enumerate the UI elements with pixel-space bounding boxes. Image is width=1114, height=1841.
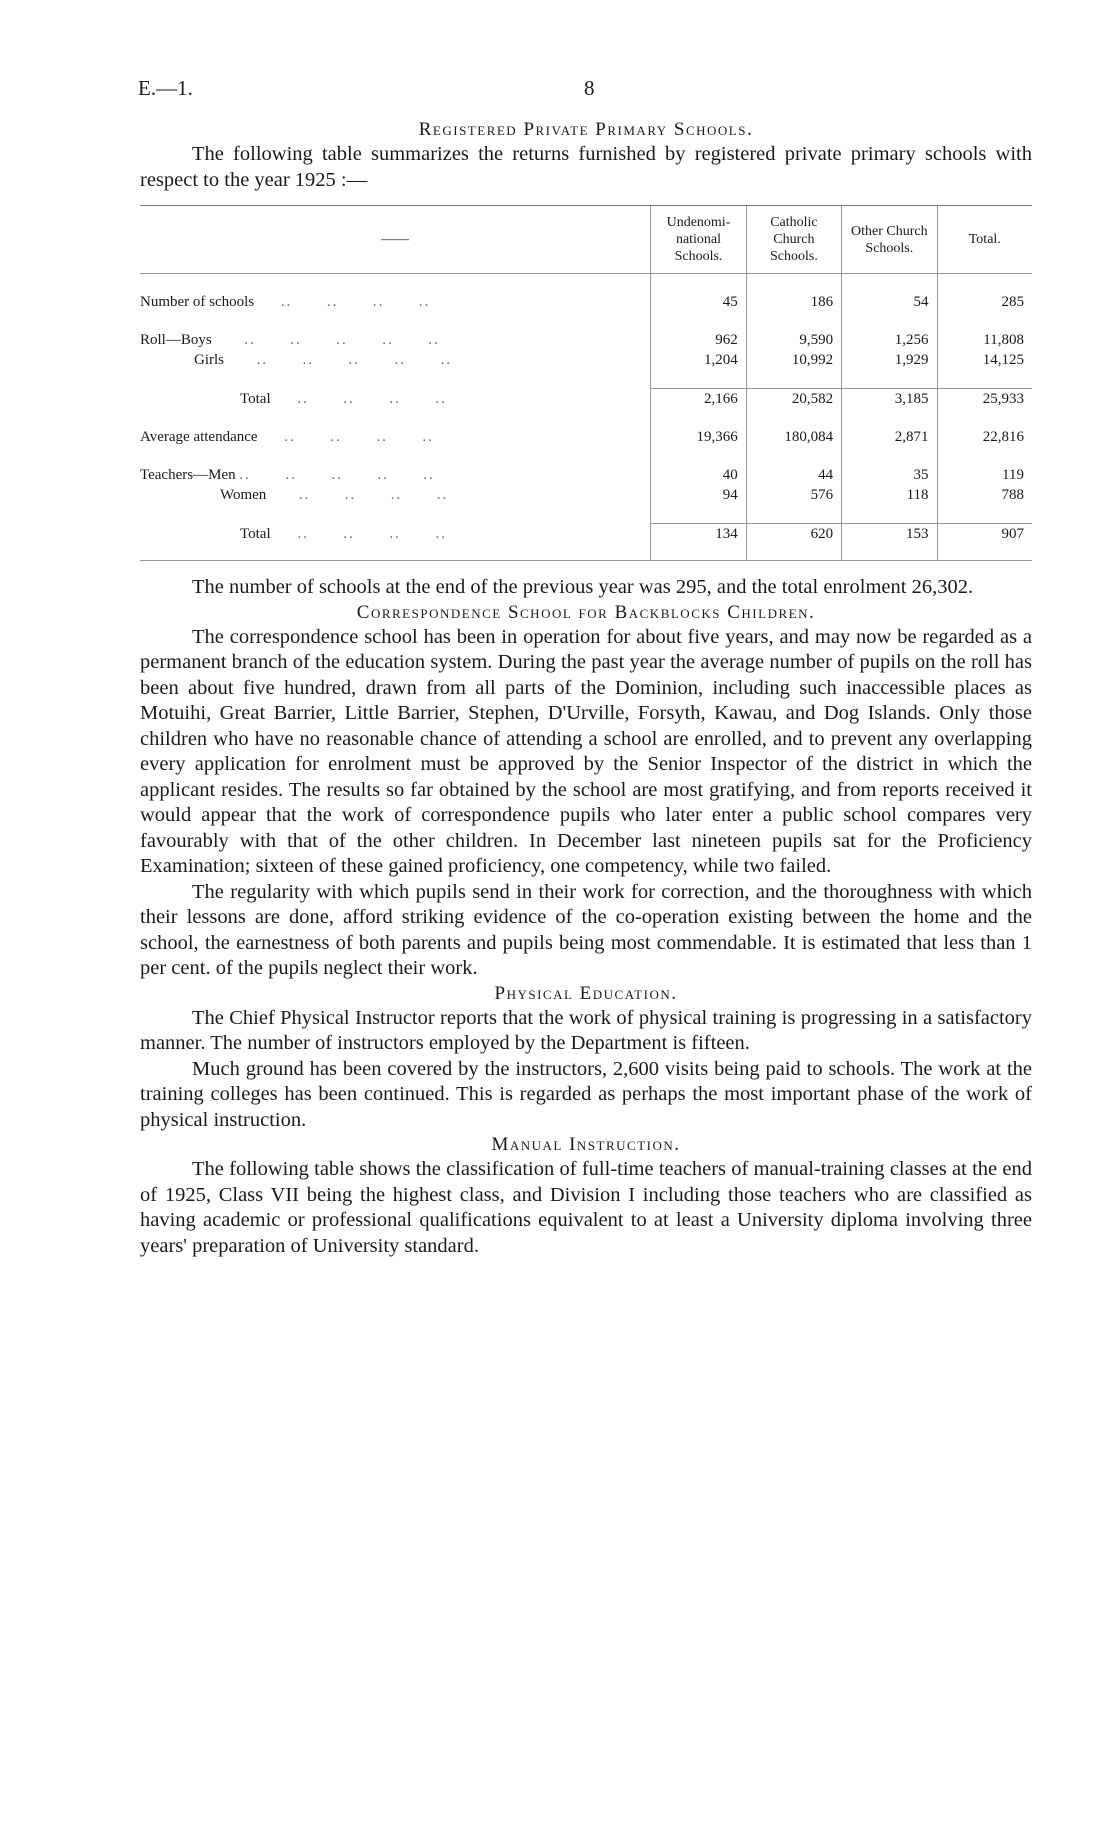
table-cell: 285	[937, 292, 1032, 312]
table-cell: 40	[651, 465, 746, 485]
document-page	[140, 70, 1032, 1259]
table-cell: 620	[746, 524, 841, 545]
section-title-manual-instruction: Manual Instruction.	[491, 1134, 681, 1155]
table-cell: 20,582	[746, 389, 841, 410]
column-header-undenominational: Undenominational Schools.	[651, 206, 746, 274]
paragraph-previous-year: The number of schools at the end of the previous year was 295, and the total enrolment 26,302.	[192, 576, 974, 598]
table-cell: 186	[746, 292, 841, 312]
paragraph-physical-2: Much ground has been covered by the instructors, 2,600 visits being paid to schools. The work at the training colleges has been continued. This is regarded as perhaps the most important phase of the work of physical instruction.	[140, 1057, 1032, 1131]
row-label-girls: Girls	[194, 352, 224, 368]
table-cell: 35	[842, 465, 937, 485]
row-label-men: Teachers—Men	[140, 467, 236, 483]
table-cell: 9,590	[746, 330, 841, 350]
table-cell: 94	[651, 485, 746, 505]
row-label-teachers-total: Total	[240, 525, 271, 542]
table-row: Roll—Boys .. .. .. .. .. 962 9,590 1,256 11,808	[140, 330, 1032, 350]
table-cell: 54	[842, 292, 937, 312]
section-title-correspondence: Correspondence School for Backblocks Children.	[356, 601, 816, 623]
table-cell: 11,808	[937, 330, 1032, 350]
table-row: Girls .. .. .. .. .. 1,204 10,992 1,929 14,125	[140, 350, 1032, 370]
table-cell: 3,185	[842, 389, 937, 410]
table-row: Average attendance .. .. .. .. 19,366 180,084 2,871 22,816	[140, 427, 1032, 447]
row-label-women: Women	[220, 487, 267, 503]
paragraph-manual-1: The following table shows the classification of full-time teachers of manual-training classes at the end of 1925, Class VII being the highest class, and Division I including those teachers who are classified as having academic or professional qualifications equivalent to at least a University diploma involving three years' preparation of University standard.	[140, 1158, 1032, 1257]
table-cell: 576	[746, 485, 841, 505]
paragraph-physical-1: The Chief Physical Instructor reports that the work of physical training is progressing in a satisfactory manner. The number of instructors employed by the Department is fifteen.	[140, 1006, 1032, 1054]
paragraph-private-intro: The following table summarizes the returns furnished by registered private primary schools with respect to the year 1925 :—	[140, 143, 1032, 191]
private-schools-table	[140, 205, 1032, 561]
column-header-catholic: Catholic Church Schools.	[746, 206, 841, 274]
row-label-schools: Number of schools	[140, 294, 255, 310]
page-number: 8	[584, 76, 595, 100]
column-header-total: Total.	[937, 206, 1032, 274]
table-row: Teachers—Men .. .. .. .. .. 40 44 35 119	[140, 465, 1032, 485]
report-reference: E.—1.	[138, 76, 193, 100]
section-title-private-schools: Registered Private Primary Schools.	[418, 119, 754, 140]
row-label-attendance: Average attendance	[140, 429, 258, 445]
paragraph-correspondence-1: The correspondence school has been in operation for about five years, and may now be regarded as a permanent branch of the education system. During the past year the average number of pupils on the roll has been about five hundred, drawn from all parts of the Dominion, including such inaccessible places as Motuihi, Great Barrier, Little Barrier, Stephen, D'Urville, Forsyth, Kawau, and Dog Islands. Only those children who have no reasonable chance of attending a school are enrolled, and to prevent any overlapping every application for enrolment must be approved by the Senior Inspector of the district in which the applicant resides. The results so far obtained by the school are most gratifying, and from reports received it would appear that the work of correspondence pupils who later enter a public school compares very favourably with that of the other children. In December last nineteen pupils sat for the Proficiency Examination; sixteen of these gained proficiency, one competency, while two failed.	[140, 625, 1032, 877]
table-cell: 2,871	[842, 427, 937, 447]
table-row: Total .. .. .. .. 134 620 153 907	[140, 524, 1032, 545]
table-cell: 45	[651, 292, 746, 312]
table-cell: 25,933	[937, 389, 1032, 410]
table-row: Women .. .. .. .. 94 576 118 788	[140, 485, 1032, 505]
page-header	[138, 70, 1032, 104]
table-cell: 153	[842, 524, 937, 545]
table-cell: 22,816	[937, 427, 1032, 447]
paragraph-correspondence-2: The regularity with which pupils send in their work for correction, and the thoroughness with which their lessons are done, afford striking evidence of the co-operation existing between the home and the school, the earnestness of both parents and pupils being most commendable. It is estimated that less than 1 per cent. of the pupils neglect their work.	[140, 880, 1032, 979]
table-cell: 180,084	[746, 427, 841, 447]
column-header-other-church: Other Church Schools.	[842, 206, 937, 274]
table-cell: 14,125	[937, 350, 1032, 370]
table-cell: 10,992	[746, 350, 841, 370]
table-row: Number of schools .. .. .. .. 45 186 54 285	[140, 292, 1032, 312]
table-cell: 2,166	[651, 389, 746, 410]
table-cell: 788	[937, 485, 1032, 505]
row-label-boys: Roll—Boys	[140, 332, 212, 348]
table-cell: 44	[746, 465, 841, 485]
table-corner: ——	[140, 206, 651, 274]
table-cell: 907	[937, 524, 1032, 545]
table-row: Total .. .. .. .. 2,166 20,582 3,185 25,933	[140, 389, 1032, 410]
section-title-physical-education: Physical Education.	[494, 982, 678, 1004]
table-cell: 119	[937, 465, 1032, 485]
table-cell: 118	[842, 485, 937, 505]
table-cell: 1,929	[842, 350, 937, 370]
table-cell: 1,256	[842, 330, 937, 350]
row-label-roll-total: Total	[240, 390, 271, 407]
table-cell: 19,366	[651, 427, 746, 447]
table-header-row	[140, 206, 1032, 274]
table-cell: 134	[651, 524, 746, 545]
table-cell: 1,204	[651, 350, 746, 370]
table-cell: 962	[651, 330, 746, 350]
